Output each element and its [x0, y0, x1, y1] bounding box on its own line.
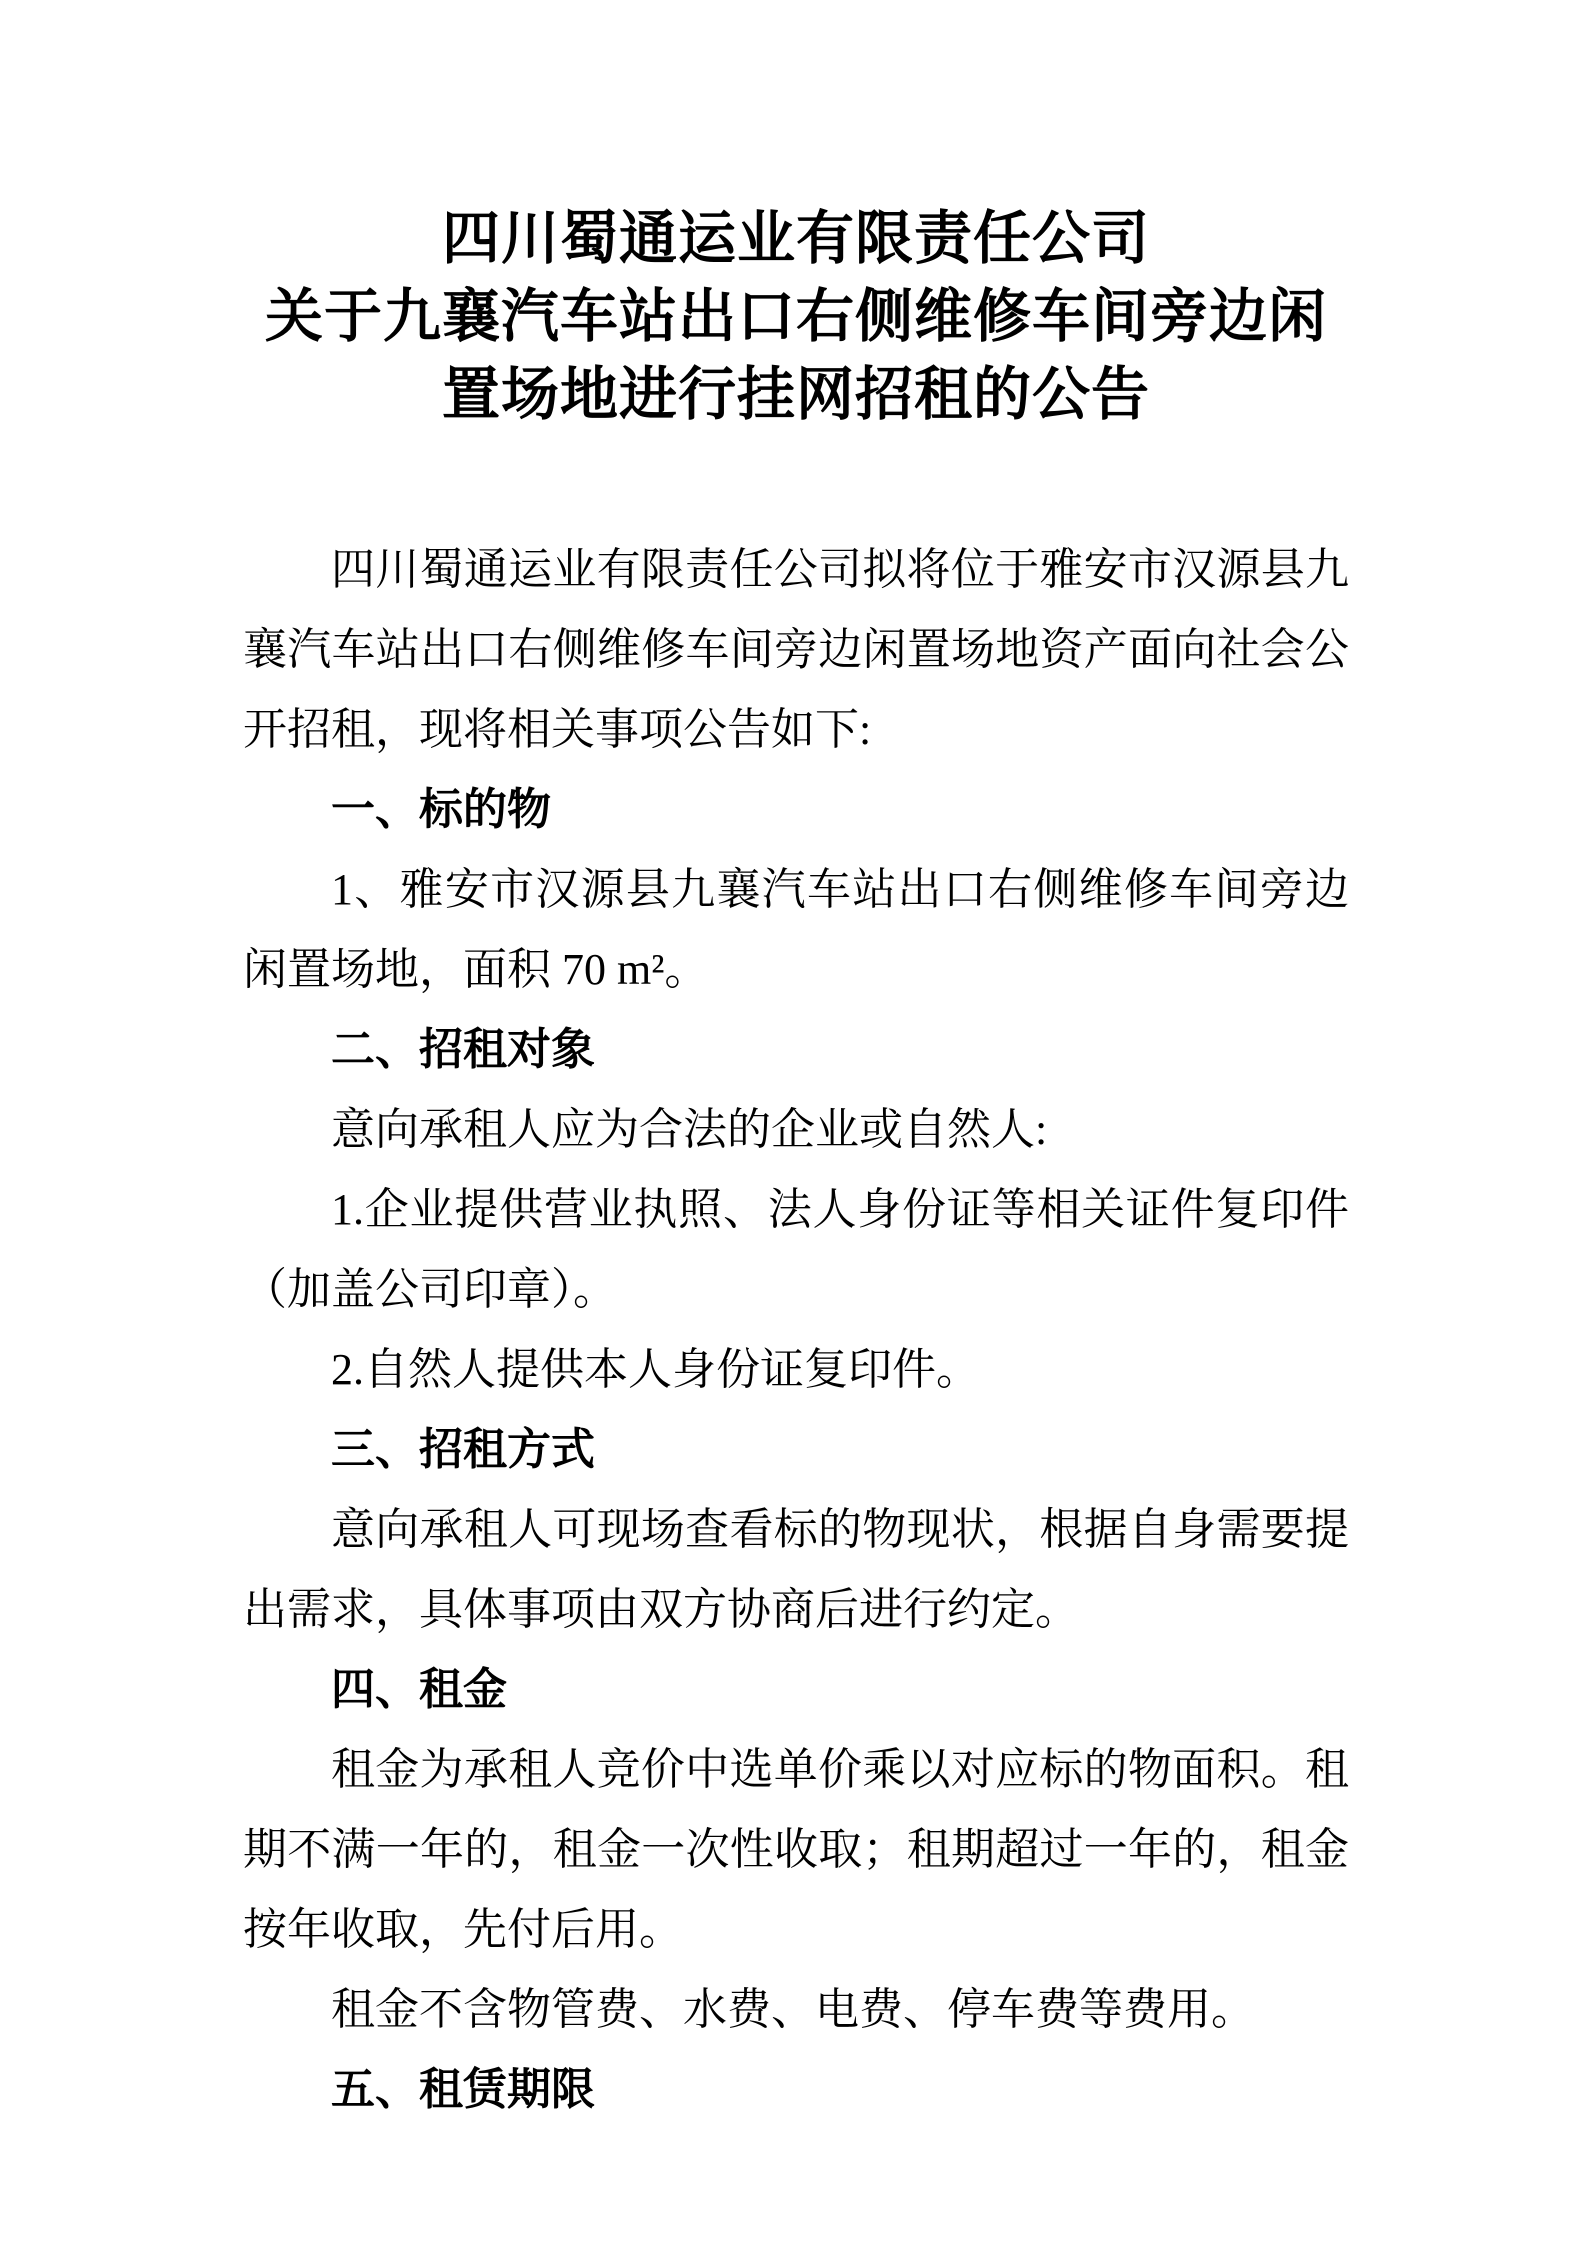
body-paragraph: 租金不含物管费、水费、电费、停车费等费用。: [331, 1985, 1255, 2034]
section-heading: 一、标的物: [331, 785, 551, 834]
body-paragraph: 租金为承租人竞价中选单价乘以对应标的物面积。租期不满一年的，租金一次性收取；租期超过一年的，租金按年收取，先付后用。: [243, 1745, 1349, 1954]
section-heading: 二、招租对象: [331, 1025, 595, 1074]
section-heading: 五、租赁期限: [331, 2065, 595, 2114]
section-heading: 三、招租方式: [331, 1425, 595, 1474]
document-title: [243, 200, 1349, 434]
body-paragraph: 1.企业提供营业执照、法人身份证等相关证件复印件（加盖公司印章）。: [243, 1185, 1349, 1314]
document-title-line-1: 四川蜀通运业有限责任公司: [441, 206, 1150, 271]
document-body: [243, 530, 1349, 2130]
body-paragraph: 1、雅安市汉源县九襄汽车站出口右侧维修车间旁边闲置场地，面积 70 m²。: [243, 865, 1349, 994]
document-title-line-2: 关于九襄汽车站出口右侧维修车间旁边闲: [264, 284, 1327, 349]
body-paragraph: 2.自然人提供本人身份证复印件。: [331, 1345, 980, 1394]
body-paragraph: 四川蜀通运业有限责任公司拟将位于雅安市汉源县九襄汽车站出口右侧维修车间旁边闲置场地资产面向社会公开招租，现将相关事项公告如下:: [243, 545, 1349, 754]
document-title-line-3: 置场地进行挂网招租的公告: [441, 362, 1150, 427]
body-paragraph: 意向承租人应为合法的企业或自然人:: [331, 1105, 1048, 1154]
body-paragraph: 意向承租人可现场查看标的物现状，根据自身需要提出需求，具体事项由双方协商后进行约定。: [243, 1505, 1349, 1634]
section-heading: 四、租金: [331, 1665, 507, 1714]
